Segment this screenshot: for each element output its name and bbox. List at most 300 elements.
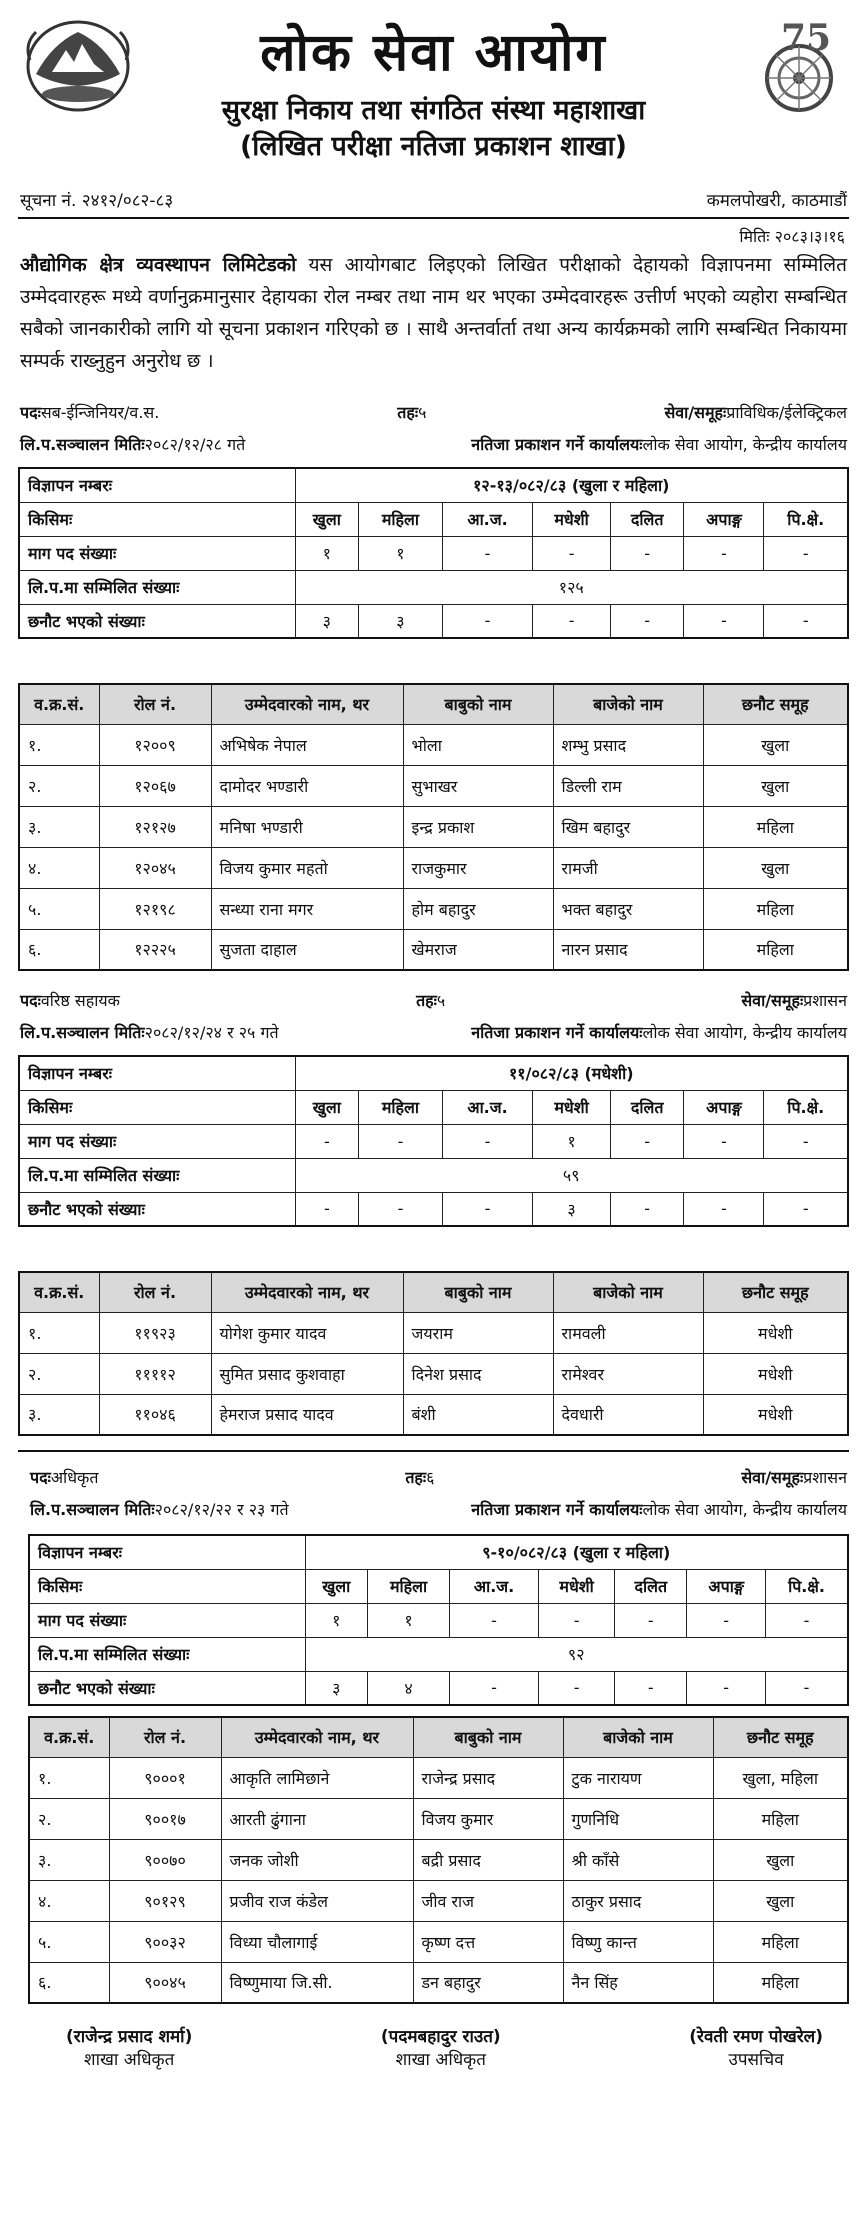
exam-date-label: लि.प.सञ्चालन मितिः (20, 435, 145, 454)
level-field (397, 401, 426, 423)
org-name: लोक सेवा आयोग (260, 23, 607, 83)
signatory-name: (रेवती रमण पोखरेल) (689, 2027, 823, 2047)
reference-line (18, 188, 849, 217)
results-cell: ९००७० (109, 1839, 221, 1880)
signatory-name: (पदमबहादुर राउत) (380, 2027, 501, 2047)
table-row (29, 1839, 848, 1880)
quota-header: पि.क्षे. (764, 1090, 848, 1124)
adv-number-value: १२-१३/०८२/८३ (खुला र महिला) (295, 468, 848, 502)
result-section (18, 401, 849, 971)
results-column-header: छनौट समूह (703, 684, 848, 724)
appeared-value: ९२ (305, 1637, 848, 1671)
results-cell: आरती ढुंगाना (221, 1798, 413, 1839)
results-cell: खुला (703, 724, 848, 765)
results-column-header: रोल नं. (99, 684, 211, 724)
result-sections (18, 401, 849, 2004)
anniversary-wheel-icon (749, 16, 845, 116)
selected-cell: - (442, 1192, 533, 1226)
appeared-row (29, 1637, 848, 1671)
selected-cell: ३ (533, 1192, 611, 1226)
table-row (29, 1798, 848, 1839)
quota-header: आ.ज. (450, 1569, 539, 1603)
demand-cell: - (764, 1124, 848, 1158)
table-row (19, 1353, 848, 1394)
results-cell: ९००१७ (109, 1798, 221, 1839)
quota-header-row (29, 1569, 848, 1603)
results-cell: ९००४५ (109, 1962, 221, 2003)
demand-cell: - (615, 1603, 687, 1637)
selected-cell: ४ (368, 1671, 450, 1705)
adv-number-row (29, 1535, 848, 1569)
results-cell: खुला (713, 1880, 848, 1921)
results-cell: विध्या चौलागाई (221, 1921, 413, 1962)
demand-cell: - (610, 1124, 684, 1158)
results-cell: ९००३२ (109, 1921, 221, 1962)
quota-header: मधेशी (539, 1569, 615, 1603)
table-row (19, 847, 848, 888)
level-label: तहः (416, 991, 437, 1010)
level-value: ५ (418, 403, 427, 422)
quota-header: महिला (359, 1090, 443, 1124)
results-cell: महिला (703, 806, 848, 847)
result-section (18, 989, 849, 1436)
selected-row (19, 1192, 848, 1226)
post-info (28, 1466, 849, 1488)
nepal-emblem-icon (22, 14, 134, 114)
quota-header: मधेशी (533, 502, 611, 536)
results-cell: २. (19, 765, 99, 806)
quota-header: महिला (368, 1569, 450, 1603)
results-cell: ११११२ (99, 1353, 211, 1394)
results-cell: डन बहादुर (413, 1962, 563, 2003)
table-row (29, 1921, 848, 1962)
post-label: पदः (30, 1468, 51, 1487)
adv-number-label: विज्ञापन नम्बरः (19, 468, 295, 502)
demand-cell: - (766, 1603, 849, 1637)
exam-date-field (20, 1021, 279, 1043)
selected-cell: - (450, 1671, 539, 1705)
exam-date-value: २०८२/१२/२८ गते (144, 435, 246, 454)
results-cell: सुजता दाहाल (211, 929, 403, 970)
results-column-header: बाजेको नाम (553, 1272, 703, 1312)
service-field (741, 989, 847, 1011)
results-cell: २. (29, 1798, 109, 1839)
results-cell: २. (19, 1353, 99, 1394)
signatory-title: शाखा अधिकृत (395, 2050, 486, 2070)
results-cell: जनक जोशी (221, 1839, 413, 1880)
selected-cell: - (539, 1671, 615, 1705)
quota-header: दलित (610, 1090, 684, 1124)
selected-cell: - (764, 604, 848, 638)
quota-header: अपाङ्ग (687, 1569, 766, 1603)
results-cell: रामजी (553, 847, 703, 888)
demand-cell: - (450, 1603, 539, 1637)
results-column-header: बाबुको नाम (413, 1717, 563, 1757)
section-name: (लिखित परीक्षा नतिजा प्रकाशन शाखा) (239, 131, 628, 162)
results-cell: ३. (19, 806, 99, 847)
results-cell: ११०४६ (99, 1394, 211, 1435)
office-field (471, 433, 847, 455)
selected-row (19, 604, 848, 638)
results-cell: मनिषा भण्डारी (211, 806, 403, 847)
results-cell: खुला (713, 1839, 848, 1880)
results-cell: दामोदर भण्डारी (211, 765, 403, 806)
results-cell: हेमराज प्रसाद यादव (211, 1394, 403, 1435)
results-cell: होम बहादुर (403, 888, 553, 929)
demand-cell: - (295, 1124, 359, 1158)
adv-number-value: ११/०८२/८३ (मधेशी) (295, 1056, 848, 1090)
service-field (664, 401, 847, 423)
anniversary-logo (749, 16, 845, 116)
results-cell: इन्द्र प्रकाश (403, 806, 553, 847)
demand-cell: १ (533, 1124, 611, 1158)
results-column-header: व.क्र.सं. (29, 1717, 109, 1757)
quota-header: अपाङ्ग (684, 502, 764, 536)
demand-cell: १ (368, 1603, 450, 1637)
results-cell: ६. (19, 929, 99, 970)
post-label: पदः (20, 991, 41, 1010)
results-cell: नैन सिंह (563, 1962, 713, 2003)
demand-cell: - (684, 536, 764, 570)
office-label: नतिजा प्रकाशन गर्ने कार्यालयः (471, 1500, 643, 1519)
service-label: सेवा/समूहः (664, 403, 727, 422)
results-cell: ४. (29, 1880, 109, 1921)
results-cell: खुला, महिला (713, 1757, 848, 1798)
appeared-value: ५९ (295, 1158, 848, 1192)
signature-3 (689, 2024, 823, 2070)
type-label: किसिमः (29, 1569, 305, 1603)
results-column-header: बाजेको नाम (553, 684, 703, 724)
results-cell: महिला (713, 1921, 848, 1962)
table-row (19, 1312, 848, 1353)
selected-cell: - (764, 1192, 848, 1226)
exam-info (18, 1021, 849, 1043)
demand-cell: - (539, 1603, 615, 1637)
division-name: सुरक्षा निकाय तथा संगठित संस्था महाशाखा (221, 95, 646, 126)
results-column-header: व.क्र.सं. (19, 1272, 99, 1312)
results-cell: योगेश कुमार यादव (211, 1312, 403, 1353)
selected-cell: - (533, 604, 611, 638)
type-label: किसिमः (19, 502, 295, 536)
demand-cell: - (684, 1124, 764, 1158)
selected-cell: - (684, 1192, 764, 1226)
service-label: सेवा/समूहः (741, 1468, 804, 1487)
office-value: लोक सेवा आयोग, केन्द्रीय कार्यालय (642, 435, 847, 454)
demand-cell: - (764, 536, 848, 570)
demand-row (29, 1603, 848, 1637)
exam-date-value: २०८२/१२/२२ र २३ गते (154, 1500, 289, 1519)
results-column-header: उम्मेदवारको नाम, थर (221, 1717, 413, 1757)
selected-cell: - (766, 1671, 849, 1705)
results-cell: १. (19, 724, 99, 765)
results-cell: १२०६७ (99, 765, 211, 806)
results-cell: ६. (29, 1962, 109, 2003)
results-column-header: छनौट समूह (713, 1717, 848, 1757)
office-label: नतिजा प्रकाशन गर्ने कार्यालयः (471, 435, 643, 454)
results-table (18, 683, 849, 971)
selected-row (29, 1671, 848, 1705)
results-cell: महिला (713, 1798, 848, 1839)
results-cell: प्रजीव राज कंडेल (221, 1880, 413, 1921)
results-cell: १. (19, 1312, 99, 1353)
selected-cell: - (359, 1192, 443, 1226)
signatory-title: उपसचिव (728, 2050, 784, 2070)
results-cell: नारन प्रसाद (553, 929, 703, 970)
results-cell: १२१९८ (99, 888, 211, 929)
results-cell: श्री काँसे (563, 1839, 713, 1880)
results-cell: भक्त बहादुर (553, 888, 703, 929)
letterhead (18, 0, 849, 162)
post-info (18, 989, 849, 1011)
adv-number-label: विज्ञापन नम्बरः (19, 1056, 295, 1090)
selected-cell: - (684, 604, 764, 638)
results-cell: बद्री प्रसाद (413, 1839, 563, 1880)
selected-cell: - (615, 1671, 687, 1705)
signature-2 (381, 2024, 501, 2070)
quota-header: आ.ज. (442, 1090, 533, 1124)
quota-header: खुला (305, 1569, 368, 1603)
adv-number-label: विज्ञापन नम्बरः (29, 1535, 305, 1569)
demand-row (19, 1124, 848, 1158)
appeared-label: लि.प.मा सम्मिलित संख्याः (19, 570, 295, 604)
demand-cell: - (533, 536, 611, 570)
service-field (741, 1466, 847, 1488)
results-column-header: बाजेको नाम (563, 1717, 713, 1757)
results-column-header: उम्मेदवारको नाम, थर (211, 684, 403, 724)
results-cell: कृष्ण दत्त (413, 1921, 563, 1962)
results-cell: ५. (29, 1921, 109, 1962)
quota-header: पि.क्षे. (764, 502, 848, 536)
quota-header: पि.क्षे. (766, 1569, 849, 1603)
results-cell: १२२२५ (99, 929, 211, 970)
results-cell: १२००९ (99, 724, 211, 765)
appeared-label: लि.प.मा सम्मिलित संख्याः (29, 1637, 305, 1671)
results-cell: गुणनिधि (563, 1798, 713, 1839)
results-cell: रामवली (553, 1312, 703, 1353)
company-name: औद्योगिक क्षेत्र व्यवस्थापन लिमिटेडको (20, 254, 297, 276)
office-field (471, 1021, 847, 1043)
post-field (20, 401, 159, 423)
results-header-row (19, 1272, 848, 1312)
results-cell: दिनेश प्रसाद (403, 1353, 553, 1394)
demand-cell: - (442, 1124, 533, 1158)
table-row (19, 929, 848, 970)
notice-text: यस आयोगबाट लिइएको लिखित परीक्षाको देहायको विज्ञापनमा सम्मिलित उम्मेदवारहरू मध्ये वर्णानुक्रमानुसार देहायका रोल नम्बर तथा नाम थर भएका उम्मेदवारहरू उत्तीर्ण भएको व्यहोरा सम्बन्धित सबैको जानकारीको लागि यो सूचना प्रकाशन गरिएको छ । साथै अन्तर्वार्ता तथा अन्य कार्यक्रमको लागि सम्बन्धित निकायमा सम्पर्क राख्नुहुन अनुरोध छ । (20, 254, 848, 372)
selected-label: छनौट भएको संख्याः (29, 1671, 305, 1705)
results-cell: शम्भु प्रसाद (553, 724, 703, 765)
results-header-row (19, 684, 848, 724)
demand-cell: १ (295, 536, 359, 570)
results-table (28, 1716, 849, 2004)
demand-label: माग पद संख्याः (19, 1124, 295, 1158)
results-cell: जीव राज (413, 1880, 563, 1921)
level-field (405, 1466, 434, 1488)
results-cell: महिला (703, 888, 848, 929)
selected-cell: - (610, 1192, 684, 1226)
post-info (18, 401, 849, 423)
post-field (30, 1466, 98, 1488)
service-label: सेवा/समूहः (741, 991, 804, 1010)
selected-cell: - (687, 1671, 766, 1705)
post-value: अधिकृत (50, 1468, 99, 1487)
anniversary-number: 75 (781, 17, 832, 59)
level-label: तहः (405, 1468, 427, 1487)
signatory-title: शाखा अधिकृत (84, 2050, 175, 2070)
results-cell: महिला (703, 929, 848, 970)
results-cell: ४. (19, 847, 99, 888)
advertisement-summary-table (28, 1534, 849, 1706)
office-value: लोक सेवा आयोग, केन्द्रीय कार्यालय (642, 1500, 847, 1519)
results-cell: १२०४५ (99, 847, 211, 888)
results-cell: सन्ध्या राना मगर (211, 888, 403, 929)
advertisement-summary-table (18, 1055, 849, 1227)
type-label: किसिमः (19, 1090, 295, 1124)
selected-cell: - (295, 1192, 359, 1226)
results-cell: ९०१२९ (109, 1880, 221, 1921)
selected-label: छनौट भएको संख्याः (19, 604, 295, 638)
signatory-name: (राजेन्द्र प्रसाद शर्मा) (66, 2027, 193, 2047)
quota-header: खुला (295, 502, 359, 536)
demand-cell: १ (359, 536, 443, 570)
results-cell: खिम बहादुर (553, 806, 703, 847)
table-row (29, 1757, 848, 1798)
appeared-row (19, 1158, 848, 1192)
level-value: ५ (436, 991, 446, 1010)
selected-label: छनौट भएको संख्याः (19, 1192, 295, 1226)
office-value: लोक सेवा आयोग, केन्द्रीय कार्यालय (642, 1023, 847, 1042)
results-cell: ठाकुर प्रसाद (563, 1880, 713, 1921)
demand-cell: - (359, 1124, 443, 1158)
results-header-row (29, 1717, 848, 1757)
appeared-value: १२५ (295, 570, 848, 604)
table-row (29, 1962, 848, 2003)
results-cell: विष्णु कान्त (563, 1921, 713, 1962)
results-column-header: रोल नं. (99, 1272, 211, 1312)
results-cell: खेमराज (403, 929, 553, 970)
post-value: वरिष्ठ सहायक (40, 991, 120, 1010)
results-column-header: व.क्र.सं. (19, 684, 99, 724)
results-table (18, 1271, 849, 1436)
level-field (416, 989, 445, 1011)
notice-date: मितिः २०८३।३।१६ (739, 227, 845, 246)
appeared-label: लि.प.मा सम्मिलित संख्याः (19, 1158, 295, 1192)
level-label: तहः (397, 403, 419, 422)
section-divider (18, 1450, 849, 1452)
results-cell: देवधारी (553, 1394, 703, 1435)
results-column-header: छनौट समूह (703, 1272, 848, 1312)
results-cell: सुभाखर (403, 765, 553, 806)
notice-body (18, 249, 849, 377)
results-cell: ३. (19, 1394, 99, 1435)
table-row (19, 888, 848, 929)
quota-header: अपाङ्ग (684, 1090, 764, 1124)
demand-label: माग पद संख्याः (29, 1603, 305, 1637)
results-cell: राजेन्द्र प्रसाद (413, 1757, 563, 1798)
results-cell: अभिषेक नेपाल (211, 724, 403, 765)
results-column-header: बाबुको नाम (403, 684, 553, 724)
level-value: ६ (426, 1468, 435, 1487)
results-cell: मधेशी (703, 1312, 848, 1353)
table-row (19, 806, 848, 847)
table-row (29, 1880, 848, 1921)
results-cell: टुक नारायण (563, 1757, 713, 1798)
results-cell: ११९२३ (99, 1312, 211, 1353)
advertisement-summary-table (18, 467, 849, 639)
results-cell: मधेशी (703, 1394, 848, 1435)
selected-cell: ३ (359, 604, 443, 638)
exam-date-label: लि.प.सञ्चालन मितिः (30, 1500, 155, 1519)
notice-number: सूचना नं. २४१२/०८२-८३ (20, 191, 174, 211)
table-row (19, 765, 848, 806)
service-value: प्रशासन (803, 1468, 847, 1487)
post-label: पदः (20, 403, 41, 422)
results-cell: १. (29, 1757, 109, 1798)
exam-date-field (20, 433, 245, 455)
quota-header: दलित (610, 502, 684, 536)
table-row (19, 1394, 848, 1435)
selected-cell: - (610, 604, 684, 638)
demand-cell: - (687, 1603, 766, 1637)
results-cell: विजय कुमार (413, 1798, 563, 1839)
exam-date-field (30, 1498, 289, 1520)
quota-header-row (19, 1090, 848, 1124)
results-cell: ३. (29, 1839, 109, 1880)
selected-cell: ३ (295, 604, 359, 638)
results-cell: विजय कुमार महतो (211, 847, 403, 888)
signature-block (18, 2024, 849, 2070)
demand-row (19, 536, 848, 570)
quota-header: दलित (615, 1569, 687, 1603)
results-cell: ५. (19, 888, 99, 929)
demand-cell: - (442, 536, 533, 570)
results-column-header: उम्मेदवारको नाम, थर (211, 1272, 403, 1312)
appeared-row (19, 570, 848, 604)
results-cell: विष्णुमाया जि.सी. (221, 1962, 413, 2003)
results-cell: बंशी (403, 1394, 553, 1435)
exam-date-value: २०८२/१२/२४ र २५ गते (144, 1023, 279, 1042)
results-cell: सुमित प्रसाद कुशवाहा (211, 1353, 403, 1394)
results-cell: मधेशी (703, 1353, 848, 1394)
results-cell: जयराम (403, 1312, 553, 1353)
exam-info (28, 1498, 849, 1520)
selected-cell: - (442, 604, 533, 638)
quota-header: महिला (359, 502, 443, 536)
exam-info (18, 433, 849, 455)
adv-number-row (19, 468, 848, 502)
signature-1 (66, 2024, 192, 2070)
quota-header: आ.ज. (442, 502, 533, 536)
table-row (19, 724, 848, 765)
results-cell: भोला (403, 724, 553, 765)
adv-number-row (19, 1056, 848, 1090)
results-cell: डिल्ली राम (553, 765, 703, 806)
results-column-header: रोल नं. (109, 1717, 221, 1757)
office-field (471, 1498, 847, 1520)
selected-cell: ३ (305, 1671, 368, 1705)
results-cell: खुला (703, 765, 848, 806)
results-cell: आकृति लामिछाने (221, 1757, 413, 1798)
results-cell: १२१२७ (99, 806, 211, 847)
results-cell: खुला (703, 847, 848, 888)
quota-header: मधेशी (533, 1090, 611, 1124)
results-cell: रामेश्वर (553, 1353, 703, 1394)
office-location: कमलपोखरी, काठमाडौं (706, 191, 847, 211)
results-cell: महिला (713, 1962, 848, 2003)
office-label: नतिजा प्रकाशन गर्ने कार्यालयः (471, 1023, 643, 1042)
results-cell: ९०००१ (109, 1757, 221, 1798)
exam-date-label: लि.प.सञ्चालन मितिः (20, 1023, 145, 1042)
demand-label: माग पद संख्याः (19, 536, 295, 570)
